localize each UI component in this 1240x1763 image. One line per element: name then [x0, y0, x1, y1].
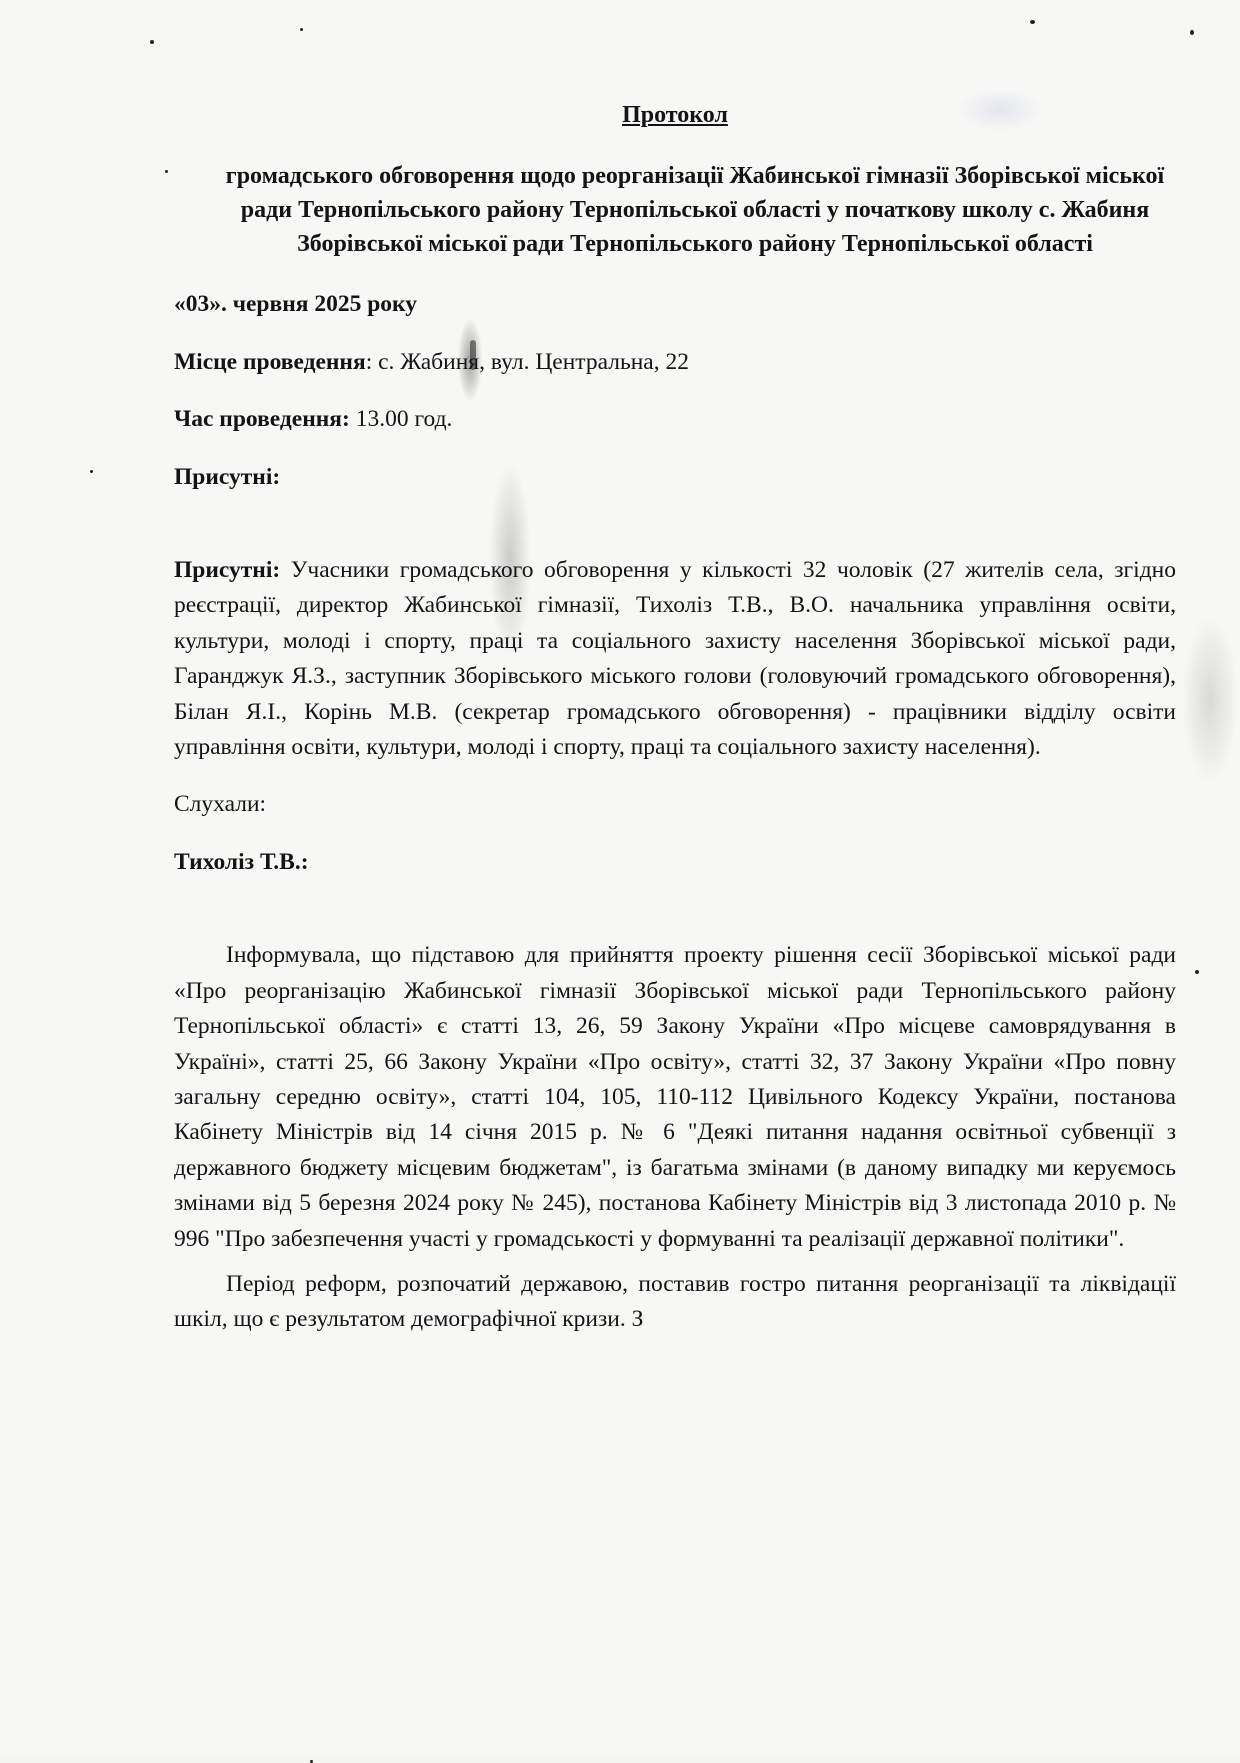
time-value: 13.00 год. [349, 406, 453, 433]
scan-speck [1030, 20, 1035, 24]
place-label: Місце проведення [174, 348, 366, 375]
meeting-time [174, 402, 1176, 437]
scan-speck [90, 470, 93, 473]
place-value: : с. Жабиня, вул. Центральна, 22 [365, 348, 689, 375]
document-title: Протокол [622, 102, 728, 128]
paragraph-1: Інформувала, що підставою для прийняття проекту рішення сесії Зборівської міської ради «Про реорганізацію Жабинської гімназії Зборівської міської ради Тернопільського району Тернопільської області» є статті 13, 26, 59 Закону України «Про місцеве самоврядування в Україні», статті 25, 66 Закону України «Про освіту», статті 32, 37 Закону України «Про повну загальну середню освіту», статті 104, 105, 110-112 Цивільного Кодексу України, постанова Кабінету Міністрів від 14 січня 2015 р. № 6 "Деякі питання надання освітньої субвенції з державного бюджету місцевим бюджетам", із багатьма змінами (в даному випадку ми керуємось змінами від 5 березня 2024 року № 245), постанова Кабінету Міністрів від 3 листопада 2010 р. № 996 "Про забезпечення участі у громадськості у формуванні та реалізації державної політики". [174, 942, 1176, 1252]
document-body [174, 98, 1176, 1348]
present-label: Присутні: [174, 557, 281, 584]
meeting-place [174, 345, 1176, 380]
scan-speck [300, 28, 303, 31]
present-text: Учасники громадського обговорення у кількості 32 чоловік (27 жителів села, згідно реєстрації, директор Жабинської гімназії, Тихоліз Т.В., В.О. начальника управління освіти, культури, молоді і спорту, праці та соціального захисту населення Зборівської міської ради, Гаранджук Я.З., заступник Зборівського міського голови (головуючий громадського обговорення), Білан Я.І., Корінь М.В. (секретар громадського обговорення) - працівники відділу освіти управління освіти, культури, молоді і спорту, праці та соціального захисту населення). [174, 557, 1176, 761]
scan-speck [1195, 970, 1199, 974]
meeting-date: «03». червня 2025 року [174, 291, 417, 318]
heard-heading: Слухали: [174, 791, 267, 818]
scan-speck [150, 40, 154, 44]
present-heading: Присутні: [174, 463, 281, 490]
document-subtitle: громадського обговорення щодо реорганізації Жабинської гімназії Зборівської міської ради Тернопільського району Тернопільської області у початкову школу с. Жабиня Зборівської міської ради Тернопільського району Тернопільської області [225, 163, 1165, 258]
scan-speck [165, 170, 168, 173]
time-label: Час проведення: [174, 406, 350, 433]
present-list [174, 553, 1176, 765]
scan-speck [1190, 30, 1194, 35]
speaker-name: Тихоліз Т.В.: [174, 848, 309, 875]
paragraph-2: Період реформ, розпочатий державою, поставив гостро питання реорганізації та ліквідації шкіл, що є результатом демографічної кризи. З [174, 1270, 1176, 1333]
